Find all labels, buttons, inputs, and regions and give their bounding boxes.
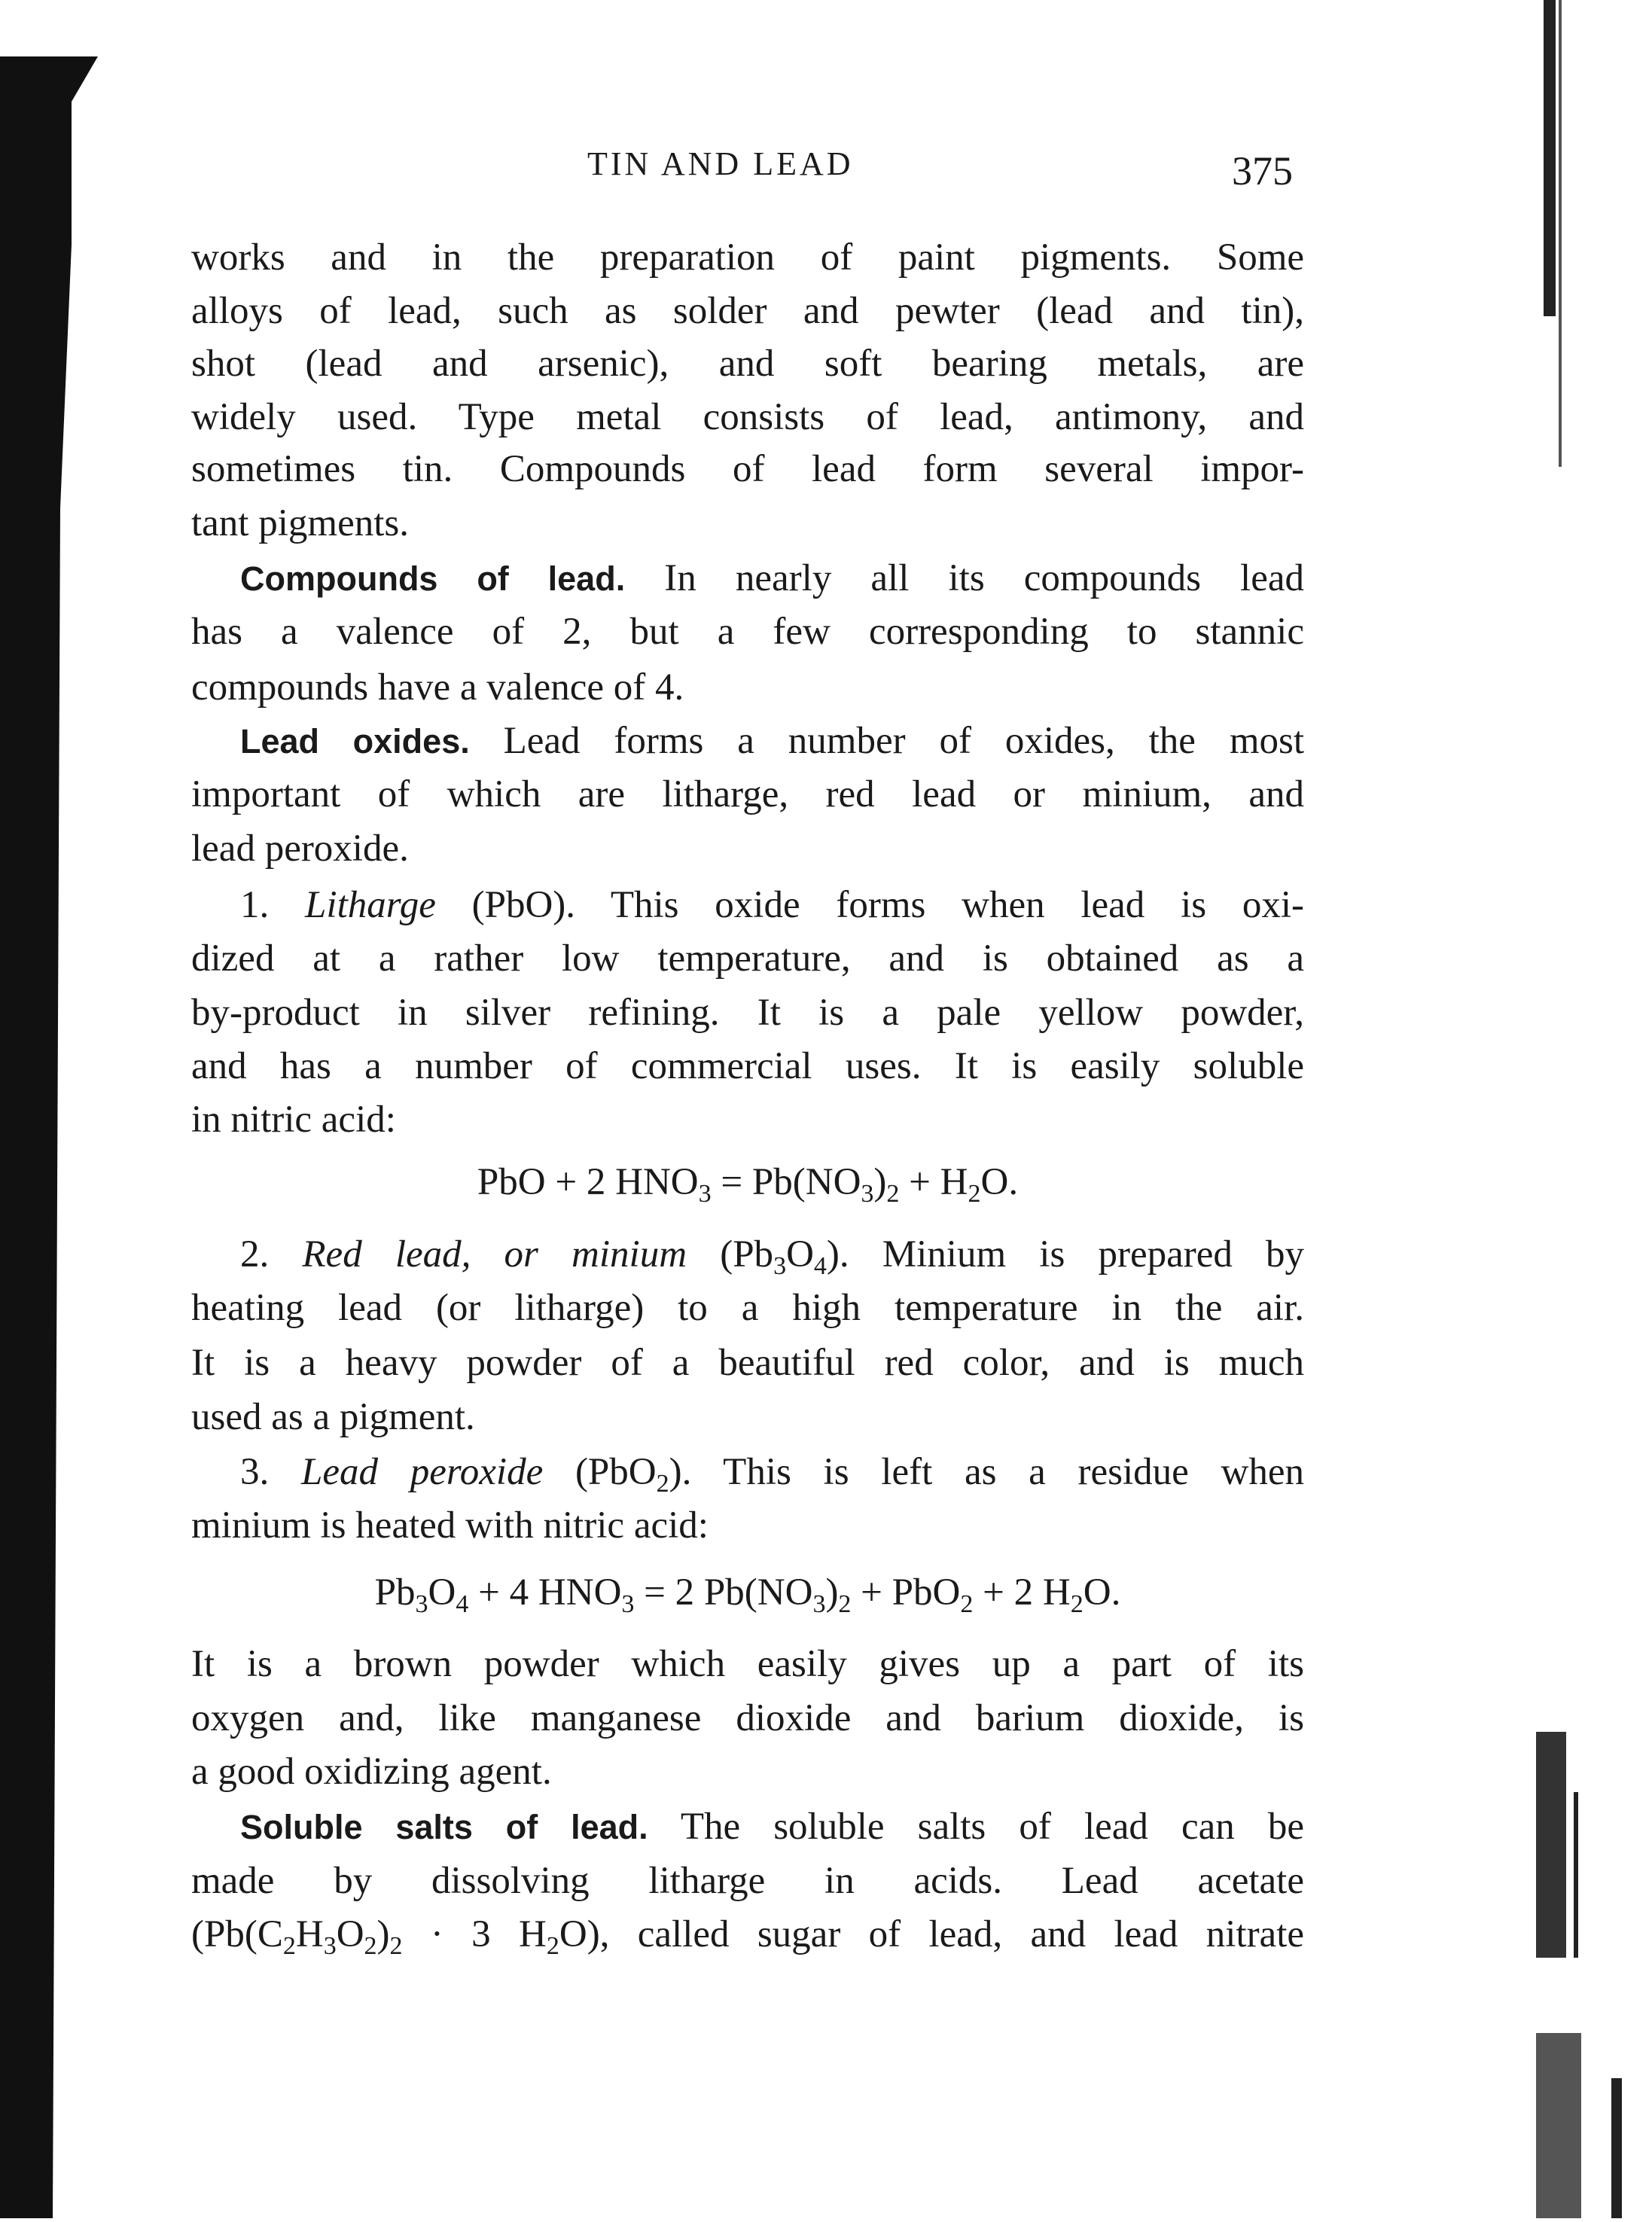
text-run: In nearly all its compounds lead [625,557,1304,599]
text-run: It is a brown powder which easily gives up a part of its [191,1643,1304,1685]
text-line [191,341,1304,386]
text-line [240,718,1304,764]
text-line [191,1097,1304,1142]
text-run: and has a number of commercial uses. It is easily soluble [191,1045,1304,1087]
subscript: 4 [456,1590,469,1618]
subscript: 2 [1070,1590,1084,1618]
text-run: shot (lead and arsenic), and soft bearing metals, are [191,343,1304,385]
text-line [240,882,1304,928]
text-line [191,1044,1304,1089]
text-run: alloys of lead, such as solder and pewter (lead and tin), [191,290,1304,332]
subscript: 3 [621,1590,635,1618]
subscript: 3 [323,1932,337,1960]
run-in-heading: Soluble salts of lead. [240,1808,648,1846]
subscript: 3 [861,1180,874,1208]
text-run: ) [825,1571,839,1614]
italic-term: Red lead, or minium [302,1233,687,1276]
text-line [191,1912,1304,1969]
text-run: = 2 Pb(NO [634,1571,813,1614]
text-run: + PbO [851,1571,961,1614]
text-run: O. [980,1161,1019,1203]
text-run: 2. [240,1233,303,1276]
text-line [191,1696,1304,1741]
text-run: (Pb [687,1233,774,1276]
text-line [191,936,1304,981]
text-run: important of which are litharge, red lead or minium, and [191,773,1304,815]
text-run: dized at a rather low temperature, and is obtained as a [191,937,1304,980]
subscript: 2 [960,1590,974,1618]
text-line [191,1285,1304,1330]
text-line [191,990,1304,1035]
text-line [191,288,1304,334]
text-run: Pb [374,1571,416,1614]
text-run: lead peroxide. [191,828,409,870]
subscript: 3 [698,1180,712,1208]
equation [191,1570,1304,1627]
subscript: 4 [813,1252,827,1280]
text-run: 1. [240,884,306,926]
text-line [191,235,1304,280]
text-run: has a valence of 2, but a few corresponding to stannic [191,611,1304,653]
text-run: O [336,1913,364,1955]
subscript: 2 [838,1590,852,1618]
text-line [191,1749,1304,1794]
subscript: 2 [886,1180,900,1208]
text-run: = Pb(NO [711,1161,861,1203]
text-run: widely used. Type metal consists of lead, antimony, and [191,396,1304,438]
text-run: (Pb(C [191,1913,283,1955]
text-line [191,501,1304,546]
text-run: · 3 H [402,1913,547,1955]
subscript: 3 [415,1590,428,1618]
text-run: + 2 H [973,1571,1071,1614]
text-run: PbO + 2 HNO [477,1161,699,1203]
text-line [191,772,1304,817]
text-run: a good oxidizing agent. [191,1751,552,1793]
subscript: 2 [656,1470,669,1498]
text-run: O), called sugar of lead, and lead nitrate [559,1913,1304,1955]
text-line [191,1340,1304,1385]
text-run: ). This is left as a residue when [669,1451,1304,1493]
subscript: 3 [773,1252,787,1280]
text-run: sometimes tin. Compounds of lead form several impor- [191,448,1304,490]
subscript: 3 [812,1590,826,1618]
text-line [191,1394,1304,1440]
scan-binding-shadow [0,56,98,2218]
text-line [191,609,1304,654]
text-run: compounds have a valence of 4. [191,666,684,709]
text-run: oxygen and, like manganese dioxide and barium dioxide, is [191,1697,1304,1739]
text-run: H [295,1913,324,1955]
run-in-heading: Lead oxides. [240,722,470,760]
running-title: TIN AND LEAD [587,145,854,182]
text-run: + H [899,1161,968,1203]
text-line [240,1232,1304,1289]
text-run: O [786,1233,814,1276]
text-line [191,826,1304,871]
text-line [191,1641,1304,1687]
page-number: 375 [1232,148,1293,194]
text-run: The soluble salts of lead can be [648,1806,1304,1848]
subscript: 2 [389,1932,403,1960]
subscript: 2 [282,1932,296,1960]
scan-edge-artifact [1529,0,1652,2218]
run-in-heading: Compounds of lead. [240,559,626,598]
text-run: tant pigments. [191,502,409,544]
text-run: 3. [240,1451,301,1493]
text-line [240,556,1304,602]
text-run: used as a pigment. [191,1396,475,1438]
text-line [191,1503,1304,1548]
text-run: ) [376,1913,390,1955]
text-run: by-product in silver refining. It is a pale yellow powder, [191,992,1304,1034]
text-run: heating lead (or litharge) to a high temperature in the air. [191,1287,1304,1329]
text-line [191,447,1304,492]
text-run: O. [1083,1571,1121,1614]
text-run: + 4 HNO [468,1571,622,1614]
text-run: ) [873,1161,887,1203]
text-run: (PbO). This oxide forms when lead is oxi- [435,884,1305,926]
text-run: in nitric acid: [191,1099,396,1141]
text-run: Lead forms a number of oxides, the most [469,720,1305,762]
text-line [191,1858,1304,1903]
equation [191,1160,1304,1217]
italic-term: Lead peroxide [300,1451,544,1493]
italic-term: Litharge [305,884,436,926]
text-line [240,1449,1304,1507]
subscript: 2 [968,1180,981,1208]
text-run: It is a heavy powder of a beautiful red color, and is much [191,1342,1304,1384]
text-line [191,665,1304,710]
text-run: minium is heated with nitric acid: [191,1504,709,1547]
text-run: works and in the preparation of paint pigments. Some [191,236,1304,279]
text-line [240,1804,1304,1850]
text-run: O [428,1571,456,1614]
text-run: made by dissolving litharge in acids. Lead acetate [191,1860,1304,1902]
text-run: (PbO [543,1451,657,1493]
text-run: ). Minium is prepared by [826,1233,1304,1276]
text-line [191,395,1304,440]
subscript: 2 [546,1932,559,1960]
subscript: 2 [364,1932,377,1960]
